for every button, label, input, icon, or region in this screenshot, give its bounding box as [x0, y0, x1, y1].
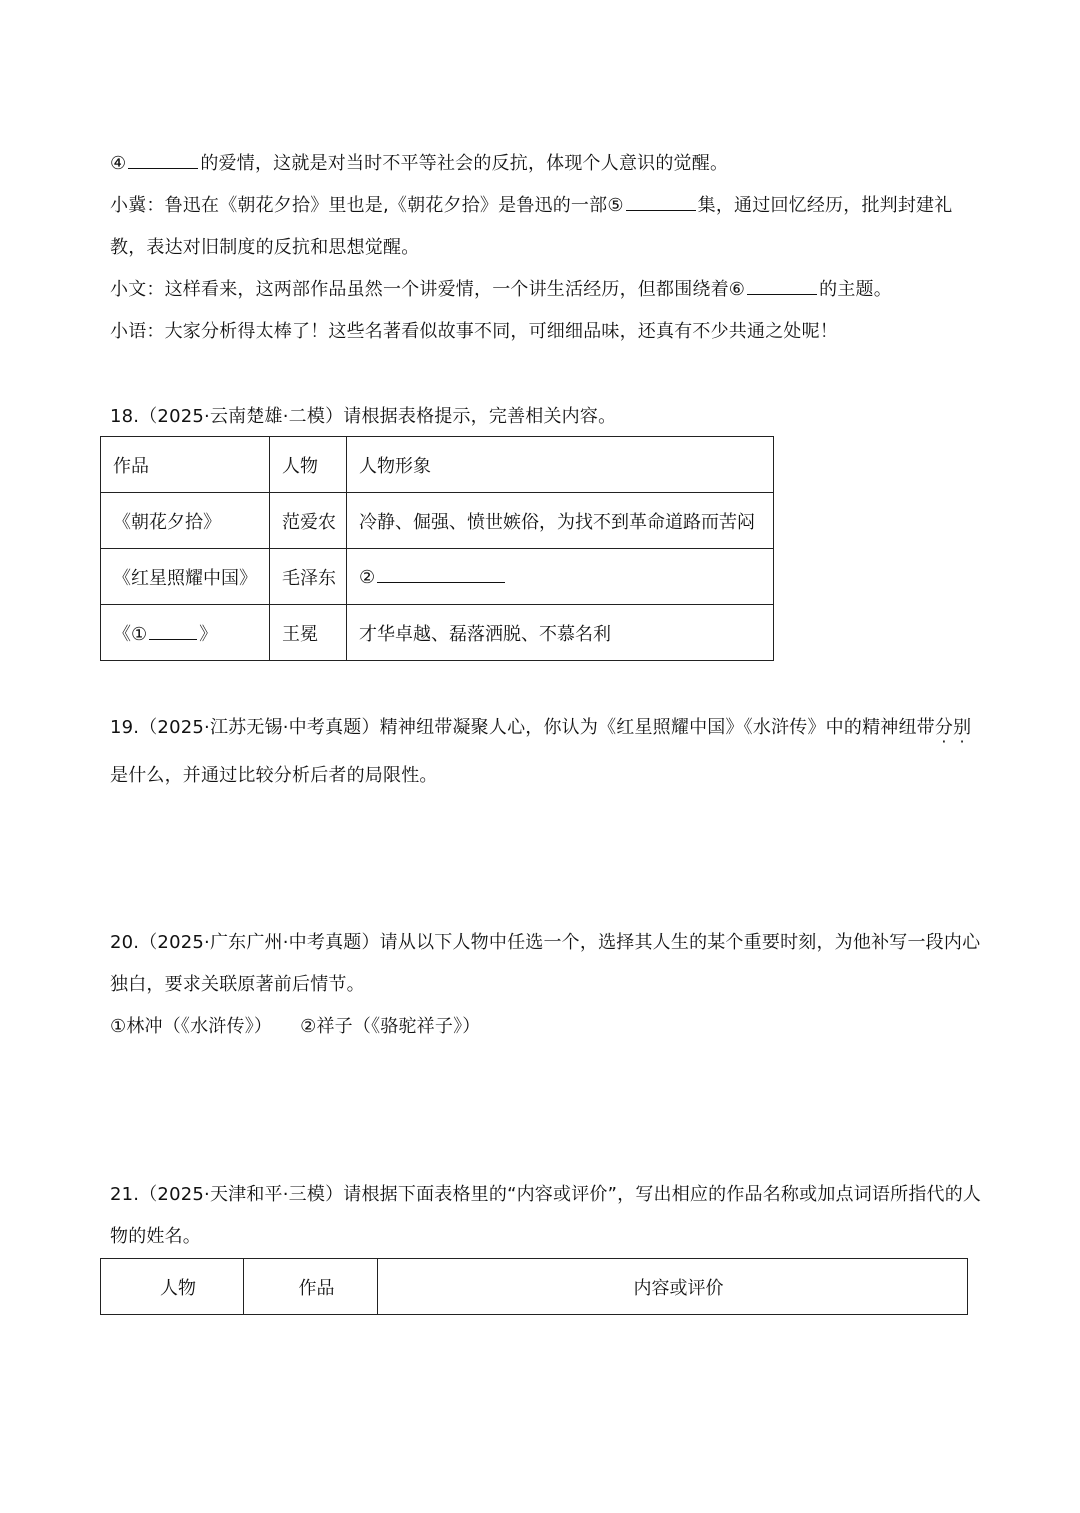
- answer-blank-5[interactable]: [626, 194, 696, 211]
- q17-line1-text: 的爱情，这就是对当时不平等社会的反抗，体现个人意识的觉醒。: [200, 153, 729, 174]
- q20-line-2: 独白，要求关联原著前后情节。: [110, 974, 365, 995]
- q17-line-1: [110, 152, 728, 176]
- table-row: [101, 605, 774, 661]
- table-header-cell: 人物形象: [347, 437, 774, 493]
- q18-prompt: 18.（2025·云南楚雄·二模）请根据表格提示，完善相关内容。: [110, 406, 617, 427]
- table-row: [101, 549, 774, 605]
- q17-line-5: [110, 320, 838, 344]
- q17-line4-tail: 的主题。: [819, 279, 892, 300]
- q17-line3-text: 教，表达对旧制度的反抗和思想觉醒。: [110, 237, 420, 258]
- table-header-cell: 作品: [244, 1259, 378, 1315]
- table-row: [101, 493, 774, 549]
- table-cell: 冷静、倔强、愤世嫉俗，为找不到革命道路而苦闷: [347, 493, 774, 549]
- q21-table: [100, 1258, 968, 1315]
- q19-prompt: 19.（2025·江苏无锡·中考真题）精神纽带凝聚人心，你认为《红星照耀中国》《水浒传》中的精神纽带: [110, 717, 935, 738]
- table-cell: 毛泽东: [270, 549, 347, 605]
- table-row: [101, 437, 774, 493]
- table-cell: 《红星照耀中国》: [101, 549, 270, 605]
- table-cell: 范爱农: [270, 493, 347, 549]
- q17-line2-text: 小冀：鲁迅在《朝花夕拾》里也是,《朝花夕拾》是鲁迅的一部⑤: [110, 195, 624, 216]
- q17-line1-prefix: ④: [110, 153, 127, 174]
- q19-line-1: [110, 716, 971, 740]
- table-cell: 王冕: [270, 605, 347, 661]
- answer-label-2: ②: [359, 566, 376, 588]
- title-close-bracket: 》: [199, 623, 218, 645]
- q17-line-3: [110, 236, 419, 260]
- q17-line2-tail: 集，通过回忆经历，批判封建礼: [697, 195, 953, 216]
- q20-options: [110, 1015, 480, 1039]
- q20-line-1: 20.（2025·广东广州·中考真题）请从以下人物中任选一个，选择其人生的某个重要时刻，为他补写一段内心: [110, 932, 981, 953]
- q17-line5-text: 小语：大家分析得太棒了！这些名著看似故事不同，可细细品味，还真有不少共通之处呢！: [110, 321, 838, 342]
- q21-line-2: 物的姓名。: [110, 1226, 201, 1247]
- answer-label-1: 《①: [113, 623, 148, 645]
- table-header-cell: 作品: [101, 437, 270, 493]
- table-cell: [101, 605, 270, 661]
- option-1: ①林冲（《水浒传》）: [110, 1016, 273, 1037]
- answer-blank-6[interactable]: [747, 278, 817, 295]
- table-cell: 才华卓越、磊落洒脱、不慕名利: [347, 605, 774, 661]
- table-header-cell: 内容或评价: [378, 1259, 968, 1315]
- table-row: [101, 1259, 968, 1315]
- emphasis-dotted-char: 别: [953, 717, 972, 738]
- q18-table: [100, 436, 774, 661]
- option-2: ②祥子（《骆驼祥子》）: [300, 1016, 481, 1037]
- answer-blank-2[interactable]: [377, 566, 505, 583]
- answer-blank-4[interactable]: [128, 152, 198, 169]
- table-cell: [347, 549, 774, 605]
- q17-line-2: [110, 194, 952, 218]
- table-header-cell: 人物: [270, 437, 347, 493]
- q19-line-2: 是什么，并通过比较分析后者的局限性。: [110, 765, 438, 786]
- q17-line4-text: 小文：这样看来，这两部作品虽然一个讲爱情，一个讲生活经历，但都围绕着⑥: [110, 279, 746, 300]
- table-cell: 《朝花夕拾》: [101, 493, 270, 549]
- answer-blank-1[interactable]: [149, 623, 197, 640]
- emphasis-dotted-char: 分: [934, 717, 954, 738]
- q17-line-4: [110, 278, 892, 302]
- table-header-cell: 人物: [101, 1259, 244, 1315]
- q21-line-1: 21.（2025·天津和平·三模）请根据下面表格里的“内容或评价”，写出相应的作品名称或加点词语所指代的人: [110, 1184, 982, 1205]
